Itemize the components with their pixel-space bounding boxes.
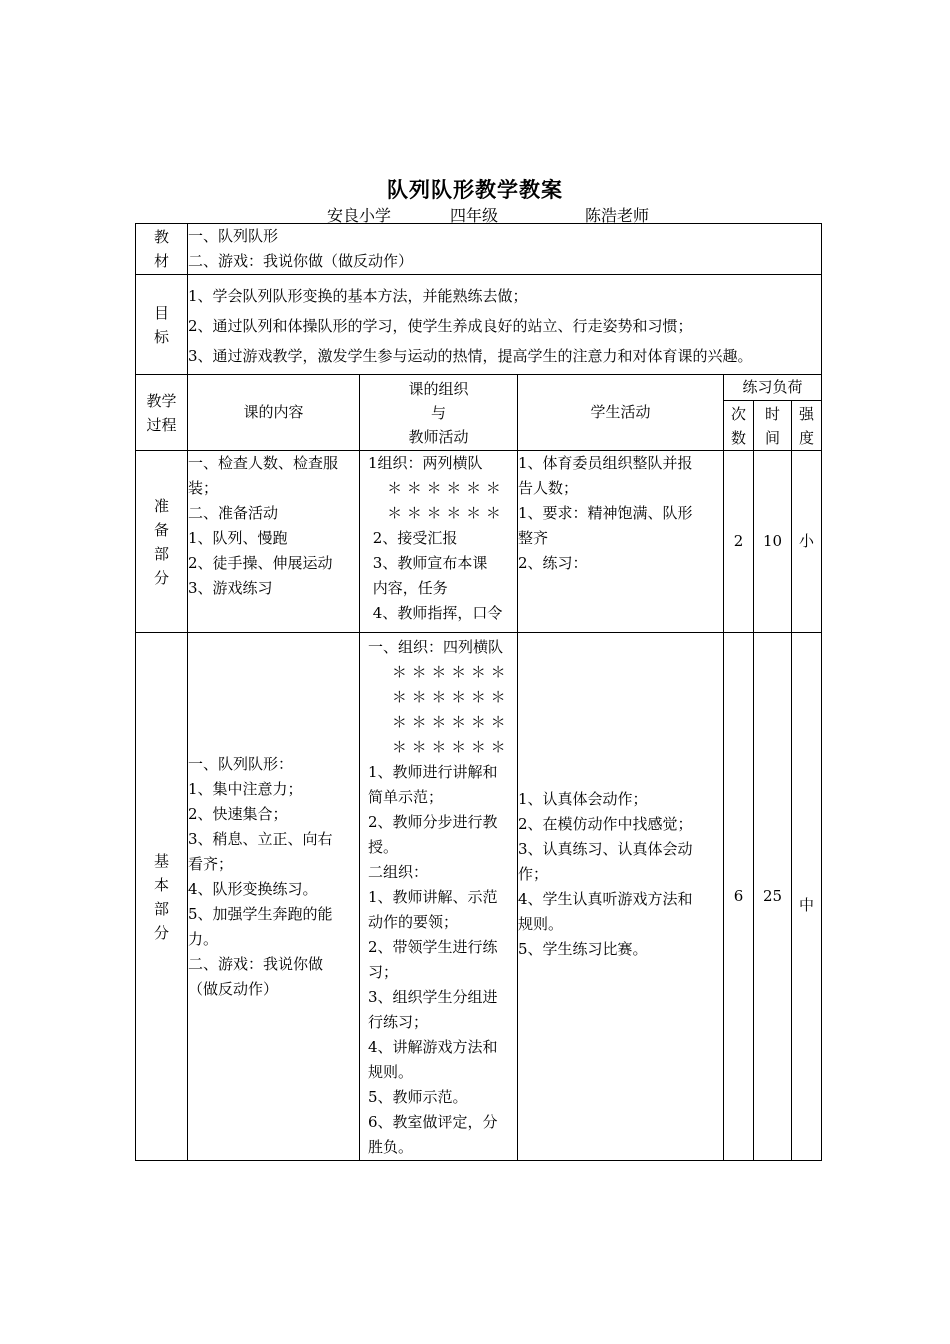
header-times [724, 401, 754, 451]
teacher-name: 陈浩老师 [585, 206, 650, 225]
header-load: 练习负荷 [724, 375, 822, 401]
basic-row [136, 633, 822, 1161]
text-line: 5、教师示范。 [368, 1088, 468, 1106]
text-line: 1组织：两列横队 [368, 454, 483, 472]
prep-intensity: 小 [792, 451, 822, 633]
text-line: 习； [368, 963, 399, 981]
text-line: 1、要求：精神饱满、队形 [518, 504, 693, 522]
text-line: 一、检查人数、检查服 [188, 454, 339, 472]
basic-label-char: 部 [153, 899, 169, 918]
header-process-text: 教学 [146, 391, 177, 410]
materials-label [136, 224, 188, 275]
materials-item: 二、游戏：我说你做（做反动作） [188, 252, 414, 270]
prep-label-char: 部 [153, 544, 169, 563]
text-line: 2、接受汇报 [368, 529, 458, 547]
header-times-text: 次 [730, 404, 746, 423]
prep-row [136, 451, 822, 633]
text-line: 4、队形变换练习。 [188, 879, 318, 898]
goals-content [188, 275, 822, 375]
basic-duration: 25 [754, 633, 792, 1161]
goal-item: 3、通过游戏教学，激发学生参与运动的热情，提高学生的注意力和对体育课的兴趣。 [188, 347, 753, 365]
text-line: ＊ ＊ ＊ ＊ ＊ ＊ [368, 479, 501, 497]
header-process [136, 375, 188, 451]
subtitle [0, 203, 950, 223]
header-organization-text: 与 [430, 403, 446, 422]
basic-content [188, 633, 360, 1161]
text-line: 动作的要领； [368, 913, 459, 931]
prep-label [136, 451, 188, 633]
text-line: 3、认真练习、认真体会动 [518, 840, 693, 858]
header-student: 学生活动 [518, 375, 724, 451]
basic-label-char: 基 [153, 851, 169, 870]
basic-intensity: 中 [792, 633, 822, 1161]
prep-label-char: 备 [153, 520, 169, 539]
text-line: 3、稍息、立正、向右 [188, 829, 333, 848]
materials-label-char: 教 [153, 228, 169, 246]
goal-item: 2、通过队列和体操队形的学习，使学生养成良好的站立、行走姿势和习惯； [188, 317, 693, 335]
text-line: 力。 [188, 929, 219, 948]
text-line: 规则。 [368, 1063, 414, 1081]
goal-item: 1、学会队列队形变换的基本方法，并能熟练去做； [188, 287, 528, 305]
basic-label [136, 633, 188, 1161]
prep-duration: 10 [754, 451, 792, 633]
header-process-text: 过程 [146, 415, 177, 434]
header-intensity [792, 401, 822, 451]
text-line: 胜负。 [368, 1138, 414, 1156]
materials-content [188, 224, 822, 275]
materials-label-char: 材 [153, 252, 169, 270]
prep-organization [360, 451, 518, 633]
text-line: 看齐； [188, 854, 234, 873]
goals-row [136, 275, 822, 375]
text-line: 4、教师指挥，口令 [368, 604, 503, 622]
text-line: 3、游戏练习 [188, 579, 273, 597]
text-line: 二、准备活动 [188, 504, 279, 522]
text-line: 4、学生认真听游戏方法和 [518, 890, 693, 908]
header-organization-text: 课的组织 [408, 379, 469, 398]
text-line: 简单示范； [368, 788, 444, 806]
header-row [136, 375, 822, 401]
text-line: 2、徒手操、伸展运动 [188, 554, 333, 572]
text-line: ＊ ＊ ＊ ＊ ＊ ＊ [368, 738, 506, 756]
header-duration-text: 时 [764, 404, 780, 423]
lesson-plan-table [135, 223, 822, 1161]
goals-label-char: 目 [153, 303, 169, 322]
header-duration-text: 间 [764, 428, 780, 447]
basic-label-chars [136, 849, 187, 945]
text-line: 1、教师讲解、示范 [368, 888, 498, 906]
goals-label-char: 标 [153, 327, 169, 346]
materials-item: 一、队列队形 [188, 227, 279, 245]
text-line: ＊ ＊ ＊ ＊ ＊ ＊ [368, 504, 501, 522]
text-line: 2、快速集合； [188, 804, 288, 823]
text-line: 规则。 [518, 915, 564, 933]
page-title: 队列队形教学教案 [387, 177, 563, 202]
grade-label: 四年级 [450, 206, 499, 225]
goals-label [136, 275, 188, 375]
text-line: 二、游戏：我说你做 [188, 954, 324, 973]
text-line: 内容，任务 [368, 579, 448, 597]
text-line: 作； [518, 865, 549, 883]
header-organization [360, 375, 518, 451]
prep-label-char: 分 [153, 568, 169, 587]
basic-organization [360, 633, 518, 1161]
basic-student [518, 633, 724, 1161]
header-intensity-text: 度 [799, 428, 815, 447]
text-line: ＊ ＊ ＊ ＊ ＊ ＊ [368, 713, 506, 731]
text-line: ＊ ＊ ＊ ＊ ＊ ＊ [368, 688, 506, 706]
text-line: 3、教师宣布本课 [368, 554, 488, 572]
text-line: 4、讲解游戏方法和 [368, 1038, 498, 1056]
text-line: 1、认真体会动作； [518, 790, 648, 808]
text-line: 5、学生练习比赛。 [518, 940, 648, 958]
text-line: 1、体育委员组织整队并报 [518, 454, 693, 472]
text-line: 装； [188, 479, 219, 497]
prep-label-char: 准 [153, 496, 169, 515]
text-line: 一、组织：四列横队 [368, 638, 504, 656]
materials-row [136, 224, 822, 275]
text-line: 5、加强学生奔跑的能 [188, 904, 333, 923]
text-line: （做反动作） [188, 979, 279, 998]
text-line: ＊ ＊ ＊ ＊ ＊ ＊ [368, 663, 506, 681]
prep-times: 2 [724, 451, 754, 633]
text-line: 二组织： [368, 863, 429, 881]
prep-label-chars [136, 494, 187, 590]
text-line: 3、组织学生分组进 [368, 988, 498, 1006]
text-line: 2、教师分步进行教 [368, 813, 498, 831]
text-line: 2、在模仿动作中找感觉； [518, 815, 693, 833]
text-line: 1、教师进行讲解和 [368, 763, 498, 781]
text-line: 授。 [368, 838, 399, 856]
basic-label-char: 本 [153, 875, 169, 894]
text-line: 2、带领学生进行练 [368, 938, 498, 956]
header-intensity-text: 强 [799, 404, 815, 423]
prep-content [188, 451, 360, 633]
text-line: 2、练习： [518, 554, 588, 572]
basic-label-char: 分 [153, 923, 169, 942]
header-content: 课的内容 [188, 375, 360, 451]
text-line: 告人数； [518, 479, 579, 497]
text-line: 一、队列队形： [188, 754, 294, 773]
text-line: 6、教室做评定，分 [368, 1113, 498, 1131]
school-name: 安良小学 [327, 206, 392, 225]
text-line: 1、队列、慢跑 [188, 529, 288, 547]
header-organization-text: 教师活动 [408, 427, 469, 446]
text-line: 整齐 [518, 529, 549, 547]
header-times-text: 数 [730, 428, 746, 447]
text-line: 行练习； [368, 1013, 429, 1031]
basic-times: 6 [724, 633, 754, 1161]
text-line: 1、集中注意力； [188, 779, 303, 798]
header-duration [754, 401, 792, 451]
prep-student [518, 451, 724, 633]
